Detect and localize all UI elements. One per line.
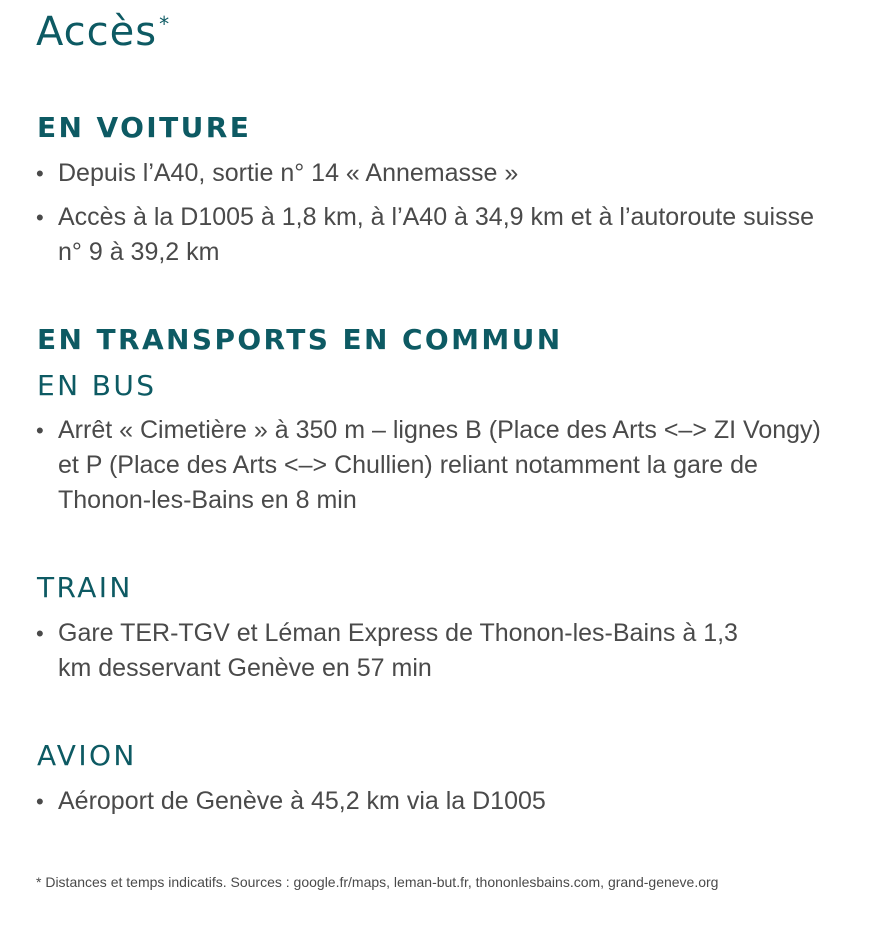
heading-car: EN VOITURE — [37, 111, 252, 144]
list-item — [36, 413, 846, 518]
heading-transit: EN TRANSPORTS EN COMMUN — [37, 323, 563, 356]
list-item-text: Depuis l’A40, sortie n° 14 « Annemasse » — [58, 159, 519, 187]
list-item-text: Aéroport de Genève à 45,2 km via la D1005 — [58, 787, 546, 815]
list-item — [36, 156, 846, 191]
heading-plane: AVION — [37, 739, 137, 772]
bullet-icon: • — [36, 161, 44, 186]
bullet-icon: • — [36, 205, 44, 230]
list-item-text: Gare TER-TGV et Léman Express de Thonon-les-Bains à 1,3 km desservant Genève en 57 min — [58, 619, 738, 682]
list-item — [36, 616, 756, 686]
list-item — [36, 784, 846, 819]
heading-train: TRAIN — [37, 571, 133, 604]
bullet-icon: • — [36, 418, 44, 443]
bullet-icon: • — [36, 789, 44, 814]
footnote: * Distances et temps indicatifs. Sources : google.fr/maps, leman-but.fr, thononlesbains.com, grand-geneve.org — [36, 874, 719, 890]
list-item-text: Arrêt « Cimetière » à 350 m – lignes B (Place des Arts <–> ZI Vongy) et P (Place des Arts <–> Chullien) reliant notamment la gare de Thonon-les-Bains en 8 min — [58, 416, 821, 514]
bullet-icon: • — [36, 621, 44, 646]
title-text: Accès — [36, 9, 158, 55]
list-item — [36, 200, 816, 270]
list-item-text: Accès à la D1005 à 1,8 km, à l’A40 à 34,9 km et à l’autoroute suisse n° 9 à 39,2 km — [58, 203, 814, 266]
page-title — [36, 8, 170, 56]
heading-bus: EN BUS — [37, 369, 157, 402]
title-footnote-marker: * — [159, 12, 171, 36]
